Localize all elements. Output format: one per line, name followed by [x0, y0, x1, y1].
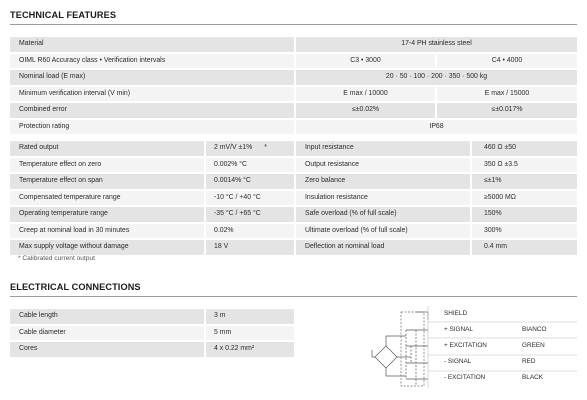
- row-label: Material: [10, 37, 294, 52]
- table-row: [10, 37, 577, 54]
- row-value: 4 x 0.22 mm²: [206, 342, 294, 357]
- row-label-right: Zero balance: [296, 174, 470, 189]
- table-row: [10, 207, 577, 224]
- row-label: Minimum verification interval (V min): [10, 87, 294, 102]
- row-value-c4: E max / 15000: [437, 87, 577, 102]
- table-row: [10, 54, 577, 71]
- technical-features-title: TECHNICAL FEATURES: [10, 10, 117, 20]
- row-value-right: 460 Ω ±50: [472, 141, 577, 156]
- row-label: Protection rating: [10, 120, 294, 135]
- row-value: -10 °C / +40 °C: [206, 191, 294, 206]
- row-value: 0.02%: [206, 224, 294, 239]
- table-row: [10, 174, 577, 191]
- row-value-c3: ≤±0.02%: [296, 103, 435, 118]
- wire-color-minus-signal: RED: [522, 358, 536, 365]
- electrical-connections-title: ELECTRICAL CONNECTIONS: [10, 282, 141, 292]
- shield-outline: [401, 312, 424, 386]
- row-value: 0.002% °C: [206, 158, 294, 173]
- wire-label-shield: SHIELD: [444, 310, 468, 317]
- row-label-right: Input resistance: [296, 141, 470, 156]
- table-row: [10, 326, 295, 343]
- table-row: [10, 342, 295, 359]
- row-label: Temperature effect on span: [10, 174, 204, 189]
- row-label: Operating temperature range: [10, 207, 204, 222]
- wire-label-minus-signal: - SIGNAL: [444, 358, 472, 365]
- row-value: -35 °C / +65 °C: [206, 207, 294, 222]
- row-label: Max supply voltage without damage: [10, 240, 204, 255]
- row-label: Combined error: [10, 103, 294, 118]
- row-value: 3 m: [206, 309, 294, 324]
- row-value-right: 350 Ω ±3.5: [472, 158, 577, 173]
- wire-color-plus-excitation: GREEN: [522, 342, 545, 349]
- row-label-right: Safe overload (% of full scale): [296, 207, 470, 222]
- row-label: Creep at nominal load in 30 minutes: [10, 224, 204, 239]
- row-value-right: 150%: [472, 207, 577, 222]
- table-row: [10, 120, 577, 137]
- row-value-right: ≤±1%: [472, 174, 577, 189]
- row-value: IP68: [296, 120, 577, 135]
- table-row: [10, 224, 577, 241]
- table-row: [10, 240, 577, 257]
- row-value-c3: C3 • 3000: [296, 54, 435, 69]
- table-row: [10, 141, 577, 158]
- row-value-right: 300%: [472, 224, 577, 239]
- row-value-c3: E max / 10000: [296, 87, 435, 102]
- wire-label-plus-excitation: + EXCITATION: [444, 342, 487, 349]
- wheatstone-bridge: [375, 346, 397, 368]
- row-label-right: Insulation resistance: [296, 191, 470, 206]
- footnote-star: *: [264, 144, 267, 151]
- wire-label-plus-signal: + SIGNAL: [444, 326, 473, 333]
- table-row: [10, 309, 295, 326]
- row-label-right: Ultimate overload (% of full scale): [296, 224, 470, 239]
- row-value: 17-4 PH stainless steel: [296, 37, 577, 52]
- row-value-right: ≥5000 MΩ: [472, 191, 577, 206]
- row-label: Cable diameter: [10, 326, 204, 341]
- cable-table: [10, 309, 295, 359]
- row-value: 18 V: [206, 240, 294, 255]
- table-row: [10, 191, 577, 208]
- row-label: Rated output: [10, 141, 204, 156]
- title-divider: [10, 296, 577, 297]
- row-label-right: Output resistance: [296, 158, 470, 173]
- row-value: 5 mm: [206, 326, 294, 341]
- table-row: [10, 158, 577, 175]
- row-value-right: 0.4 mm: [472, 240, 577, 255]
- table-row: [10, 70, 577, 87]
- row-label: Compensated temperature range: [10, 191, 204, 206]
- table-row: [10, 103, 577, 120]
- row-label: OIML R60 Accuracy class • Verification intervals: [10, 54, 294, 69]
- row-value: 2 mV/V ±1% *: [206, 141, 294, 156]
- row-label: Cable length: [10, 309, 204, 324]
- wire-color-plus-signal: BIANCO: [522, 326, 547, 333]
- row-value-c4: C4 • 4000: [437, 54, 577, 69]
- title-divider: [10, 24, 577, 25]
- wire-color-minus-excitation: BLACK: [522, 374, 543, 381]
- table-row: [10, 87, 577, 104]
- row-label-right: Deflection at nominal load: [296, 240, 470, 255]
- spec-table-1: [10, 37, 577, 136]
- row-value: 0.0014% °C: [206, 174, 294, 189]
- row-label: Nominal load (E max): [10, 70, 294, 85]
- wire-label-minus-excitation: - EXCITATION: [444, 374, 486, 381]
- row-value-c4: ≤±0.017%: [437, 103, 577, 118]
- row-value: 20 · 50 · 100 · 200 · 350 · 500 kg: [296, 70, 577, 85]
- row-label: Temperature effect on zero: [10, 158, 204, 173]
- footnote: * Calibrated current output: [18, 255, 95, 262]
- spec-table-2: [10, 141, 577, 257]
- row-label: Cores: [10, 342, 204, 357]
